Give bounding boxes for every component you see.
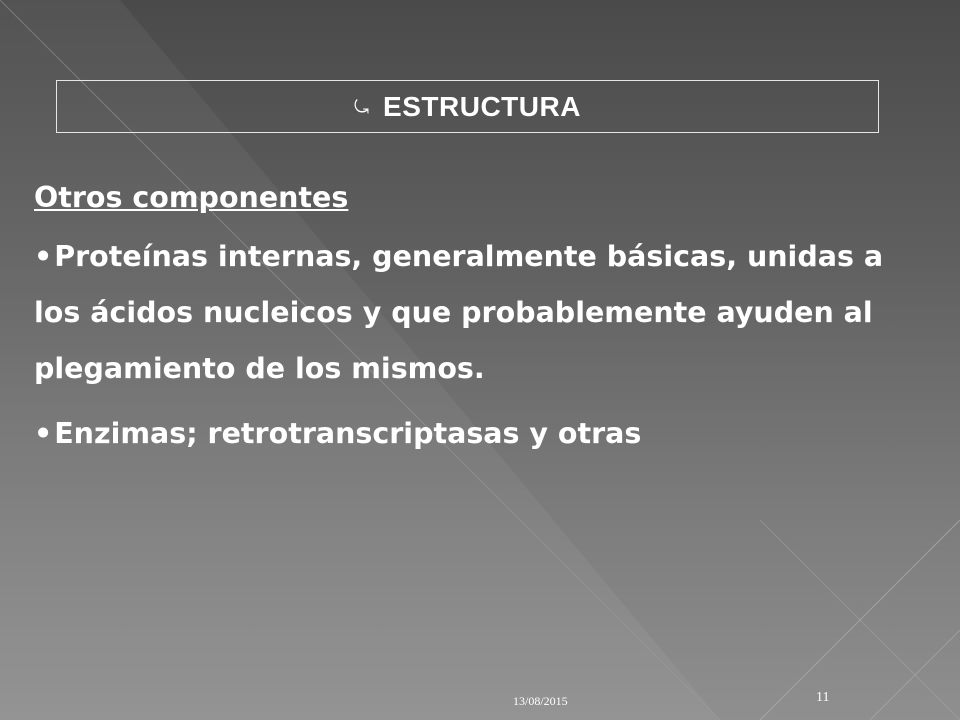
bullet-text: Enzimas; retrotranscriptasas y otras xyxy=(54,417,642,450)
subheading: Otros componentes xyxy=(34,181,349,214)
footer-page-number: 11 xyxy=(816,690,830,705)
bullet-item xyxy=(34,229,914,397)
bullet-item xyxy=(34,406,914,462)
bullet-mark: • xyxy=(34,240,53,273)
slide-title: ESTRUCTURA xyxy=(383,90,581,122)
slide-content xyxy=(34,170,914,471)
bullet-mark: • xyxy=(34,417,53,450)
bullet-text: Proteínas internas, generalmente básicas, unidas a los ácidos nucleicos y que probablemente ayuden al plegamiento de los mismos. xyxy=(34,240,884,385)
footer-date: 13/08/2015 xyxy=(513,694,568,708)
title-box xyxy=(56,80,879,133)
curved-arrow-bullet-icon: ⤿ xyxy=(354,97,370,118)
